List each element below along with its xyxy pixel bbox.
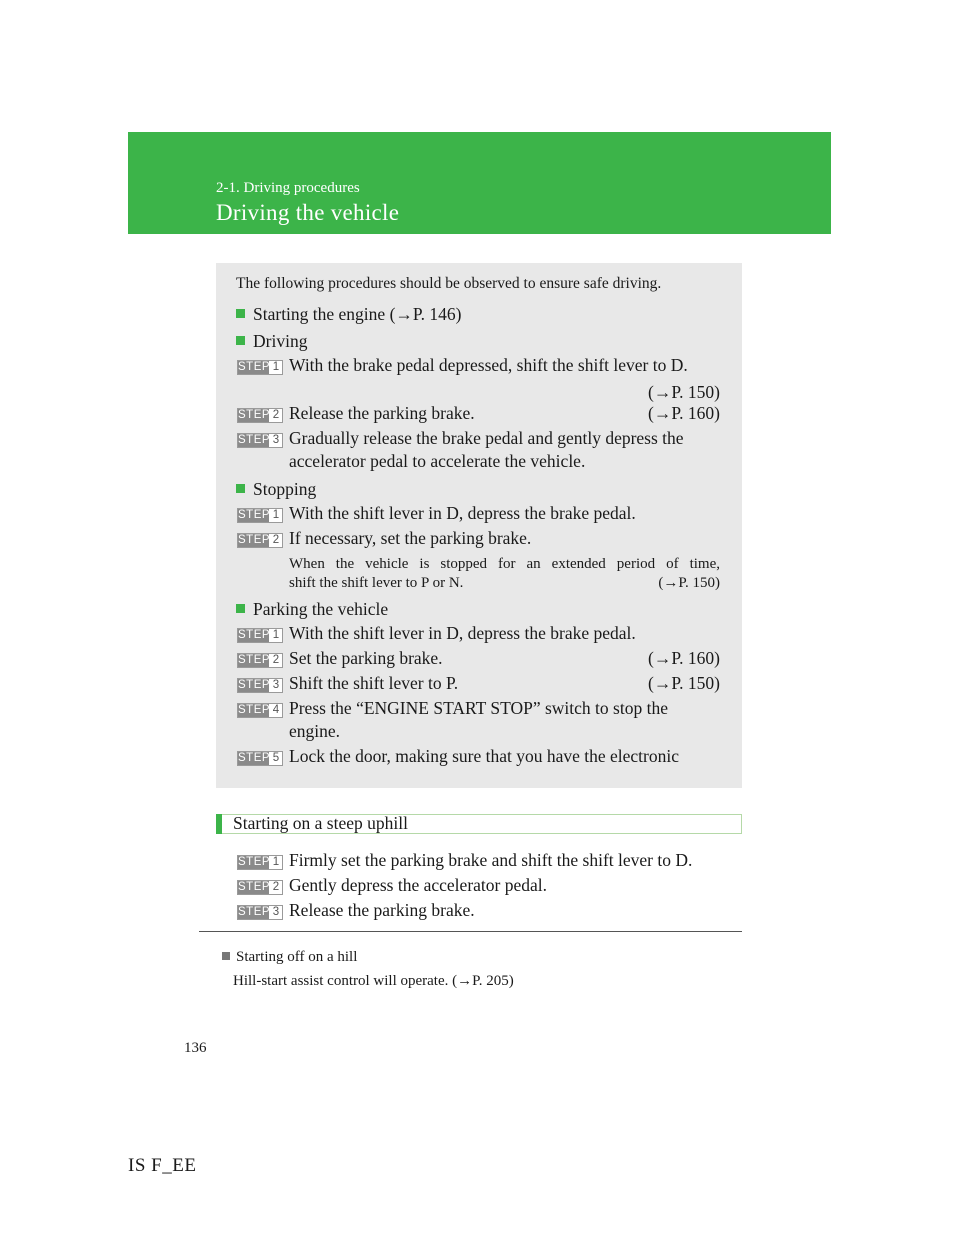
parking-step-4-text-cont: engine.: [289, 721, 341, 741]
step-badge-label: STEP: [238, 409, 271, 421]
parking-step-4-text: Press the “ENGINE START STOP” switch to stop the: [289, 698, 668, 718]
heading-starting-engine-label: Starting the engine (→P. 146): [253, 304, 462, 324]
hint-text: Hill-start assist control will operate. (→P. 205): [233, 973, 514, 989]
hint-heading: [222, 949, 357, 966]
square-bullet-icon: [236, 604, 245, 613]
step-badge-number: 2: [272, 654, 280, 666]
heading-starting-engine: [236, 304, 462, 325]
step-badge-label: STEP: [238, 752, 271, 764]
parking-step-3-ref: (→P. 150): [648, 673, 720, 693]
stopping-note-ref: (→P. 150): [658, 575, 720, 591]
stopping-note-line-1: When the vehicle is stopped for an extended period of time,: [289, 556, 720, 572]
step-badge-label: STEP: [238, 629, 271, 641]
step-badge-number: 2: [272, 534, 280, 546]
square-bullet-icon: [222, 952, 230, 960]
square-bullet-icon: [236, 484, 245, 493]
step-badge-number: 1: [272, 509, 280, 521]
step-badge-number: 3: [272, 906, 280, 918]
intro-text: The following procedures should be observed to ensure safe driving.: [236, 275, 662, 292]
section-divider: [199, 931, 742, 932]
hint-heading-label: Starting off on a hill: [236, 949, 358, 965]
step-badge: [237, 533, 283, 548]
step-badge: [237, 678, 283, 693]
step-badge-label: STEP: [238, 856, 271, 868]
driving-step-1-ref: (→P. 150): [648, 382, 720, 402]
step-badge-number: 1: [272, 361, 280, 373]
parking-step-1-text: With the shift lever in D, depress the brake pedal.: [289, 623, 636, 643]
heading-parking: [236, 599, 388, 620]
driving-step-3-text: Gradually release the brake pedal and gently depress the: [289, 428, 684, 448]
step-badge-label: STEP: [238, 881, 271, 893]
page-number: 136: [184, 1040, 207, 1056]
parking-step-5-text: Lock the door, making sure that you have the electronic: [289, 746, 679, 766]
step-badge-number: 4: [272, 704, 280, 716]
heading-stopping: [236, 479, 316, 500]
page-title: Driving the vehicle: [216, 200, 400, 225]
step-badge-label: STEP: [238, 434, 271, 446]
uphill-section-header: [216, 814, 742, 834]
parking-step-3-text: Shift the shift lever to P.: [289, 673, 459, 693]
step-badge: [237, 855, 283, 870]
step-badge-label: STEP: [238, 906, 271, 918]
step-badge-number: 1: [272, 856, 280, 868]
step-badge-label: STEP: [238, 509, 271, 521]
step-badge-label: STEP: [238, 679, 271, 691]
parking-step-2-ref: (→P. 160): [648, 648, 720, 668]
stopping-step-1-text: With the shift lever in D, depress the brake pedal.: [289, 503, 636, 523]
uphill-step-3-text: Release the parking brake.: [289, 900, 475, 920]
heading-parking-label: Parking the vehicle: [253, 599, 389, 619]
step-badge-label: STEP: [238, 361, 271, 373]
uphill-step-1-text: Firmly set the parking brake and shift the shift lever to D.: [289, 850, 693, 870]
step-badge-number: 3: [272, 679, 280, 691]
uphill-accent-bar: [216, 814, 222, 834]
step-badge-label: STEP: [238, 534, 271, 546]
step-badge: [237, 433, 283, 448]
step-badge-label: STEP: [238, 704, 271, 716]
step-badge: [237, 703, 283, 718]
driving-step-2-text: Release the parking brake.: [289, 403, 475, 423]
stopping-note-line-2: shift the shift lever to P or N.: [289, 575, 464, 591]
square-bullet-icon: [236, 336, 245, 345]
procedure-box: [216, 263, 742, 788]
heading-stopping-label: Stopping: [253, 479, 317, 499]
square-bullet-icon: [236, 309, 245, 318]
step-badge: [237, 628, 283, 643]
step-badge-number: 1: [272, 629, 280, 641]
step-badge: [237, 880, 283, 895]
uphill-step-2-text: Gently depress the accelerator pedal.: [289, 875, 547, 895]
heading-driving-label: Driving: [253, 331, 308, 351]
step-badge: [237, 408, 283, 423]
step-badge: [237, 360, 283, 375]
document-code: IS F_EE: [128, 1155, 197, 1176]
driving-step-3-text-cont: accelerator pedal to accelerate the vehicle.: [289, 451, 586, 471]
step-badge-number: 2: [272, 881, 280, 893]
step-badge-number: 5: [272, 752, 280, 764]
step-badge: [237, 751, 283, 766]
step-badge: [237, 653, 283, 668]
heading-driving: [236, 331, 307, 352]
driving-step-2-ref: (→P. 160): [648, 403, 720, 423]
stopping-step-2-text: If necessary, set the parking brake.: [289, 528, 532, 548]
uphill-section-title: Starting on a steep uphill: [233, 813, 408, 833]
step-badge: [237, 508, 283, 523]
driving-step-1-text: With the brake pedal depressed, shift the shift lever to D.: [289, 355, 688, 375]
step-badge-label: STEP: [238, 654, 271, 666]
section-label: 2-1. Driving procedures: [216, 180, 360, 196]
step-badge-number: 2: [272, 409, 280, 421]
parking-step-2-text: Set the parking brake.: [289, 648, 443, 668]
step-badge: [237, 905, 283, 920]
step-badge-number: 3: [272, 434, 280, 446]
